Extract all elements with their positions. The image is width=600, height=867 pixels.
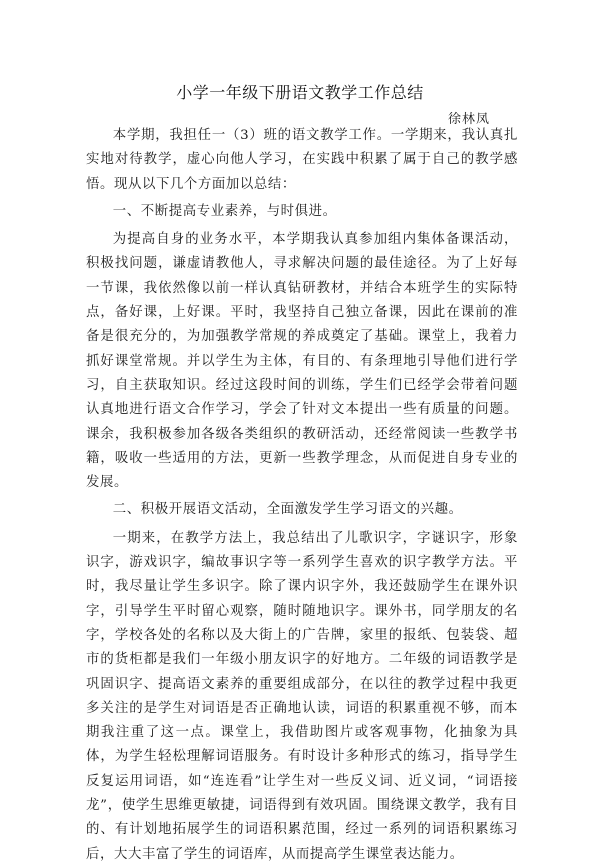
- section-1-paragraph: 为提高自身的业务水平，本学期我认真参加组内集体备课活动，积极找问题，谦虚请教他人，寻求解决问题的最佳途径。为了上好每一节课，我依然像以前一样认真钻研教材，并结合本班学生的实际特点，备好课，上好课。平时，我坚持自己独立备课，因此在课前的准备是很充分的，为加强教学常规的养成奠定了基础。课堂上，我着力抓好课堂常规。并以学生为主体，有目的、有条理地引导他们进行学习，自主获取知识。经过这段时间的训练，学生们已经学会带着问题认真地进行语文合作学习，学会了针对文本提出一些有质量的问题。课余，我积极参加各级各类组织的教研活动，还经常阅读一些教学书籍，吸收一些适用的方法，更新一些教学理念，从而促进自身专业的发展。: [86, 232, 518, 491]
- document-body: [86, 124, 518, 867]
- document-title: 小学一年级下册语文教学工作总结: [176, 83, 424, 102]
- section-2-heading: 二、积极开展语文活动，全面激发学生学习语文的兴趣。: [112, 502, 463, 518]
- document-author: 徐林凤: [448, 112, 491, 127]
- intro-paragraph: 本学期，我担任一（3）班的语文教学工作。一学期来，我认真扎实地对待教学，虚心向他人学习，在实践中积累了属于自己的教学感悟。现从以下几个方面加以总结：: [86, 128, 518, 192]
- section-2-paragraph: 一期来，在教学方法上，我总结出了儿歌识字，字谜识字，形象识字，游戏识字，编故事识字等一系列学生喜欢的识字教学方法。平时，我尽量让学生多识字。除了课内识字外，我还鼓励学生在课外识字，引导学生平时留心观察，随时随地识字。课外书，同学朋友的名字，学校各处的名称以及大街上的广告牌，家里的报纸、包装袋、超市的货柜都是我们一年级小朋友识字的好地方。二年级的词语教学是巩固识字、提高语文素养的重要组成部分，在以往的教学过程中我更多关注的是学生对词语是否正确地认读，词语的积累重视不够，而本期我注重了这一点。课堂上，我借助图片或客观事物，化抽象为具体，为学生轻松理解词语服务。有时设计多种形式的练习，指导学生反复运用词语，如“连连看”让学生对一些反义词、近义词，“词语接龙”，使学生思维更敏捷，词语得到有效巩固。围绕课文教学，我有目的、有计划地拓展学生的词语积累范围，经过一系列的词语积累练习后，大大丰富了学生的词语库，从而提高学生课堂表达能力。: [86, 530, 518, 862]
- section-1-heading: 一、不断提高专业素养，与时俱进。: [112, 203, 337, 219]
